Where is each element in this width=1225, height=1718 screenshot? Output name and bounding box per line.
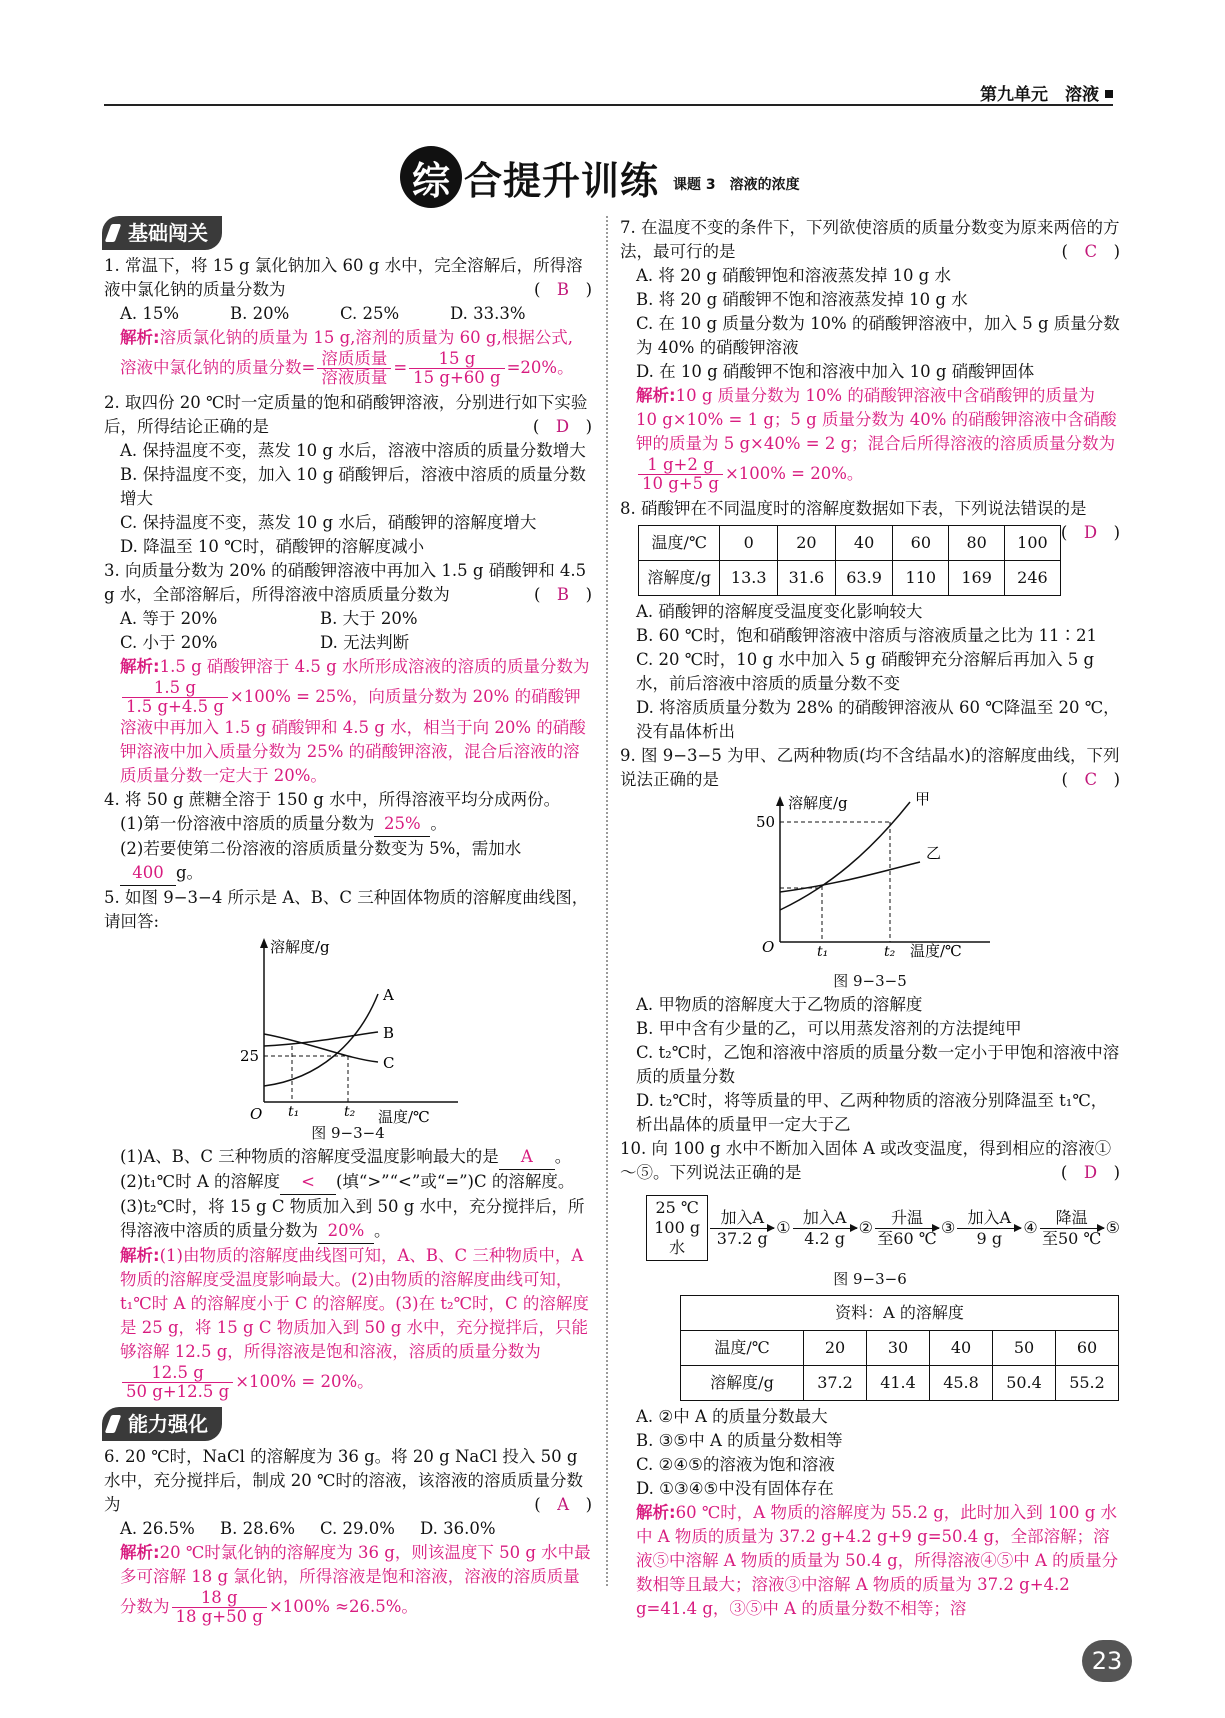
q5-answer-2: < <box>280 1170 336 1195</box>
option: B. 20% <box>230 304 290 323</box>
curve-b-label: B <box>383 1024 395 1042</box>
q10-answer: ( D ) <box>1060 1163 1120 1182</box>
q3-explanation: 解析:1.5 g 硝酸钾溶于 4.5 g 水所形成溶液的溶质的质量分数为 $\frac{1.5 g}{1.5 g+4.5 g}$ ×100% = 25%，向质量分数为 20% 的硝酸钾溶液中再加入 1.5 g 硝酸钾和 4.5 g 水，相当于向 20% 的硝酸钾溶液中加入质量分数为 25% 的硝酸钾溶液，混合后溶液的溶质质量分数一定大于 20%。 <box>120 657 590 785</box>
question-6 <box>104 1445 592 1626</box>
option: A. 甲物质的溶解度大于乙物质的溶解度 <box>636 995 923 1014</box>
option: D. t₂℃时，将等质量的甲、乙两种物质的溶液分别降温至 t₁℃，析出晶体的质量甲一定大于乙 <box>636 1091 1108 1134</box>
q8-answer: ( D ) <box>1060 523 1120 542</box>
page-header <box>104 74 1113 106</box>
title-text: 合提升训练 <box>464 158 660 203</box>
q7-answer: ( C ) <box>1061 242 1120 261</box>
a-solubility-table: 资料：A 的溶解度 温度/℃ 20 30 40 50 60 溶解度/g 37.2 41.4 45.8 50.4 55.2 <box>680 1295 1119 1401</box>
q4-stem: 4. 将 50 g 蔗糖全溶于 150 g 水中，所得溶液平均分成两份。 <box>104 790 561 809</box>
fraction: $\frac{1 g+2 g}{10 g+5 g}$ <box>638 456 723 493</box>
q6-stem: 6. 20 ℃时，NaCl 的溶解度为 36 g。将 20 g NaCl 投入 50 g 水中，充分搅拌后，制成 20 ℃时的溶液，该溶液的溶质质量分数为 <box>104 1447 583 1514</box>
t2-label: t₂ <box>344 1104 356 1120</box>
option: C. 29.0% <box>320 1519 395 1538</box>
curve-c <box>264 1034 378 1062</box>
q5-answer-1: A <box>499 1145 555 1170</box>
option: A. 保持温度不变，蒸发 10 g 水后，溶液中溶质的质量分数增大 <box>120 441 586 460</box>
solution-label: ① <box>776 1218 791 1237</box>
square-icon <box>1105 90 1113 98</box>
question-10 <box>620 1137 1120 1621</box>
option: D. 在 10 g 硝酸钾不饱和溶液中加入 10 g 硝酸钾固体 <box>636 362 1035 381</box>
option: C. 在 10 g 质量分数为 10% 的硝酸钾溶液中，加入 5 g 质量分数为 40% 的硝酸钾溶液 <box>636 314 1120 357</box>
question-4: 4. 将 50 g 蔗糖全溶于 150 g 水中，所得溶液平均分成两份。 (1)第一份溶液中溶质的质量分数为 25% 。 (2)若要使第二份溶液的溶质质量分数变为 5%，需加水 400 g。 <box>104 788 592 886</box>
q3-stem: 3. 向质量分数为 20% 的硝酸钾溶液中再加入 1.5 g 硝酸钾和 4.5 g 水，全部溶解后，所得溶液中溶质质量分数为 <box>104 561 587 604</box>
question-5: 5. 如图 9−3−4 所示是 A、B、C 三种固体物质的溶解度曲线图，请回答: 溶解度/g O 温度/℃ 25 t₁ t₂ A B C 图 9−3−4 (1)A、B、C 三种物质的溶解度受温度影响最大的是 A 。 (2)t₁℃时 A 的溶解度 < (填“>”“<”或“=”)C 的溶解度。 (3)t₂℃时，将 15 g C 物质加入到 50 g 水中，充分搅拌后，所得溶液中溶质的质量分数为 20% 。 解析:(1)由物质的溶解度曲线图可知，A、B、C 三种物质中，A 物质的溶解度受温度影响最大。(2)由物质的溶解度曲线可知，t₁℃时 A 的溶解度小于 C 的溶解度。(3)在 t₂℃时，C 的溶解度是 25 g，将 15 g C 物质加入到 50 g 水中，充分搅拌后，只能够溶解 12.5 g，所得溶液是饱和溶液，溶质的质量分数为 $\frac{12.5 g}{50 g+12.5 g}$ ×100% = 20%。 <box>104 886 592 1401</box>
q10-explanation: 解析:60 ℃时，A 物质的溶解度为 55.2 g，此时加入到 100 g 水中 A 物质的质量为 37.2 g+4.2 g+9 g=50.4 g，全部溶解；溶液⑤中溶解 A 物质的质量为 50.4 g，所得溶液④⑤中 A 的质量分数相等且最大；溶液③中溶解 A 物质的质量为 37.2 g+4.2 g=41.4 g，③⑤中 A 的质量分数不相等；溶 <box>636 1503 1119 1618</box>
option: C. 小于 20% <box>120 633 218 652</box>
fraction: $\frac{1.5 g}{1.5 g+4.5 g}$ <box>122 679 228 716</box>
solution-label: ② <box>858 1218 873 1237</box>
option: A. 等于 20% <box>120 609 218 628</box>
solubility-chart-abc <box>228 934 468 1126</box>
q1-explanation: 解析:溶质氯化钠的质量为 15 g,溶剂的质量为 60 g,根据公式, 溶液中氯化钠的质量分数= $\frac{\text{溶质质量}}{\text{溶液质量}}$ = $\frac{15 g}{15 g+60 g}$ =20%。 <box>120 328 574 387</box>
section-ability: 能力强化 <box>102 1407 222 1441</box>
t2-label: t₂ <box>884 944 896 960</box>
option: A. 将 20 g 硝酸钾饱和溶液蒸发掉 10 g 水 <box>636 266 951 285</box>
option: B. 60 ℃时，饱和硝酸钾溶液中溶质与溶液质量之比为 11∶21 <box>636 626 1098 645</box>
unit-title: 第九单元 溶液 <box>980 85 1099 105</box>
q1-answer: ( B ) <box>533 280 592 299</box>
q9-answer: ( C ) <box>1061 770 1120 789</box>
option: A. ②中 A 的质量分数最大 <box>636 1407 828 1426</box>
figure-caption: 图 9−3−6 <box>833 1270 907 1288</box>
q2-answer: ( D ) <box>532 417 592 436</box>
curve-yi-label: 乙 <box>926 844 942 862</box>
y-axis-label: 溶解度/g <box>788 794 848 812</box>
option: D. 降温至 10 ℃时，硝酸钾的溶解度减小 <box>120 537 425 556</box>
question-1 <box>104 254 592 387</box>
q4-answer-1: 25% <box>374 812 430 837</box>
x-axis-label: 温度/℃ <box>378 1108 430 1126</box>
option: C. ②④⑤的溶液为饱和溶液 <box>636 1455 835 1474</box>
option: D. 无法判断 <box>320 633 410 652</box>
q2-stem: 2. 取四份 20 ℃时一定质量的饱和硝酸钾溶液，分别进行如下实验后，所得结论正确的是 <box>104 393 588 436</box>
t1-label: t₁ <box>288 1104 300 1120</box>
question-3 <box>104 559 592 788</box>
question-7 <box>620 216 1120 493</box>
option: B. 将 20 g 硝酸钾不饱和溶液蒸发掉 10 g 水 <box>636 290 968 309</box>
question-9 <box>620 744 1120 1137</box>
option: C. t₂℃时，乙饱和溶液中溶质的质量分数一定小于甲饱和溶液中溶质的质量分数 <box>636 1043 1120 1086</box>
solution-label: ④ <box>1023 1218 1038 1237</box>
solution-label: ③ <box>940 1218 956 1237</box>
option: D. 将溶质质量分数为 28% 的硝酸钾溶液从 60 ℃降温至 20 ℃，没有晶体析出 <box>636 698 1120 741</box>
curve-a-label: A <box>383 986 394 1004</box>
curve-b <box>264 1032 378 1046</box>
q5-stem: 5. 如图 9−3−4 所示是 A、B、C 三种固体物质的溶解度曲线图，请回答: <box>104 888 589 931</box>
q7-explanation: 解析:10 g 质量分数为 10% 的硝酸钾溶液中含硝酸钾的质量为 10 g×10% = 1 g；5 g 质量分数为 40% 的硝酸钾溶液中含硝酸钾的质量为 5 g×40% = 2 g；混合后所得溶液的溶质质量分数为 $\frac{1 g+2 g}{10 g+5 g}$ ×100% = 20%。 <box>636 386 1117 493</box>
q7-stem: 7. 在温度不变的条件下，下列欲使溶质的质量分数变为原来两倍的方法，最可行的是 <box>620 218 1120 261</box>
question-8 <box>620 497 1120 744</box>
table-header: 温度/℃ <box>639 526 720 561</box>
start-box: 25 ℃ 100 g 水 <box>646 1195 708 1261</box>
q1-stem: 1. 常温下，将 15 g 氯化钠加入 60 g 水中，完全溶解后，所得溶液中氯化钠的质量分数为 <box>104 256 583 299</box>
table-title: 资料：A 的溶解度 <box>681 1296 1119 1331</box>
solubility-chart-jia-yi <box>740 792 1000 962</box>
figure-caption: 图 9−3−4 <box>311 1124 385 1142</box>
fraction: $\frac{15 g}{15 g+60 g}$ <box>409 350 504 387</box>
curve-c-label: C <box>383 1054 395 1072</box>
question-2 <box>104 391 592 559</box>
fraction: $\frac{\text{溶质质量}}{\text{溶液质量}}$ <box>317 350 391 387</box>
option: D. 33.3% <box>450 304 526 323</box>
page-number: 23 <box>1082 1640 1132 1682</box>
option: A. 15% <box>120 304 180 323</box>
option: A. 26.5% <box>120 1519 195 1538</box>
option: B. ③⑤中 A 的质量分数相等 <box>636 1431 843 1450</box>
column-divider <box>606 216 608 1586</box>
option: C. 保持温度不变，蒸发 10 g 水后，硝酸钾的溶解度增大 <box>120 513 537 532</box>
q3-answer: ( B ) <box>533 585 592 604</box>
figure-caption: 图 9−3−5 <box>833 972 907 990</box>
fraction: $\frac{18 g}{18 g+50 g}$ <box>172 1589 267 1626</box>
q8-stem: 8. 硝酸钾在不同温度时的溶解度数据如下表，下列说法错误的是 <box>620 499 1087 518</box>
figure-9-3-4 <box>104 934 592 1145</box>
t1-label: t₁ <box>817 944 829 960</box>
title-subtitle: 课题 3 溶液的浓度 <box>673 177 800 193</box>
y-axis-label: 溶解度/g <box>270 938 330 956</box>
kno3-solubility-table: 温度/℃ 0 20 40 60 80 100 溶解度/g 13.3 31.6 63.9 110 169 246 <box>638 525 1061 596</box>
section-basic: 基础闯关 <box>102 216 222 250</box>
x-axis-label: 温度/℃ <box>910 942 962 960</box>
option: B. 28.6% <box>220 1519 296 1538</box>
option: D. ①③④⑤中没有固体存在 <box>636 1479 834 1498</box>
option: C. 25% <box>340 304 400 323</box>
q6-answer: ( A ) <box>534 1495 592 1514</box>
origin-label: O <box>250 1105 263 1123</box>
solution-label: ⑤ <box>1105 1218 1120 1237</box>
q9-stem: 9. 图 9−3−5 为甲、乙两种物质(均不含结晶水)的溶解度曲线，下列说法正确的是 <box>620 746 1120 789</box>
q1-options <box>104 302 592 326</box>
y-tick-label: 25 <box>240 1047 260 1065</box>
left-column <box>104 216 592 1626</box>
q5-explanation: 解析:(1)由物质的溶解度曲线图可知，A、B、C 三种物质中，A 物质的溶解度受温度影响最大。(2)由物质的溶解度曲线可知，t₁℃时 A 的溶解度小于 C 的溶解度。(3)在 t₂℃时，C 的溶解度是 25 g，将 15 g C 物质加入到 50 g 水中，充分搅拌后，只能够溶解 12.5 g，所得溶液是饱和溶液，溶质的质量分数为 $\frac{12.5 g}{50 g+12.5 g}$ ×100% = 20%。 <box>120 1246 589 1401</box>
curve-jia-label: 甲 <box>915 790 931 808</box>
figure-9-3-5 <box>620 792 1120 993</box>
option: B. 甲中含有少量的乙，可以用蒸发溶剂的方法提纯甲 <box>636 1019 1022 1038</box>
option: B. 大于 20% <box>320 609 418 628</box>
option: A. 硝酸钾的溶解度受温度变化影响较大 <box>636 602 923 621</box>
q10-stem: 10. 向 100 g 水中不断加入固体 A 或改变温度，得到相应的溶液①～⑤。下列说法正确的是 <box>620 1139 1112 1182</box>
option: B. 保持温度不变，加入 10 g 硝酸钾后，溶液中溶质的质量分数增大 <box>120 465 586 508</box>
process-flow: 25 ℃ 100 g 水 加入A 37.2 g ① 加入A 4.2 g ② 升温 至60 ℃ ③ 加入A 9 g ④ 降温 至50 ℃ ⑤ <box>646 1195 1120 1261</box>
q4-answer-2: 400 <box>120 861 176 886</box>
origin-label: O <box>762 938 775 956</box>
title-circle: 综 <box>400 146 462 208</box>
fraction: $\frac{12.5 g}{50 g+12.5 g}$ <box>122 1364 233 1401</box>
page-title <box>400 148 800 206</box>
q6-explanation: 解析:20 ℃时氯化钠的溶解度为 36 g，则该温度下 50 g 水中最多可溶解 18 g 氯化钠，所得溶液是饱和溶液，溶液的溶质质量分数为 $\frac{18 g}{18 g+50 g}$ ×100% ≈26.5%。 <box>120 1543 591 1626</box>
option: D. 36.0% <box>420 1519 496 1538</box>
table-row-label: 溶解度/g <box>639 561 720 596</box>
y-tick-label: 50 <box>756 813 776 831</box>
q5-answer-3: 20% <box>318 1219 374 1244</box>
right-column <box>620 216 1120 1621</box>
option: C. 20 ℃时，10 g 水中加入 5 g 硝酸钾充分溶解后再加入 5 g 水，前后溶液中溶质的质量分数不变 <box>636 650 1095 693</box>
